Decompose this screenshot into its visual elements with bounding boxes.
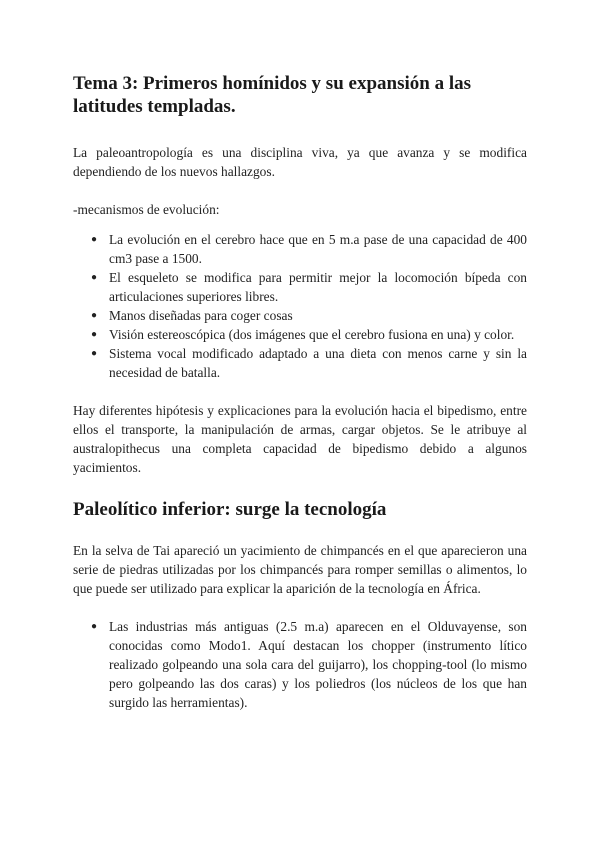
bullet-icon: ●	[91, 272, 98, 283]
list-item: ● Visión estereoscópica (dos imágenes que el cerebro fusiona en una) y color.	[91, 327, 515, 342]
list-item: ● El esqueleto se modifica para permitir mejor la locomoción bípeda con articulaciones superiores libres.	[91, 270, 527, 304]
bullet-icon: ●	[91, 621, 98, 632]
bipedism-paragraph: Hay diferentes hipótesis y explicaciones para la evolución hacia el bipedismo, entre ellos el transporte, la manipulación de armas, cargar objetos. Se le atribuye al australopithecus una completa capacidad de bipedismo debido a algunos yacimientos.	[73, 403, 527, 475]
list-item: ● Las industrias más antiguas (2.5 m.a) aparecen en el Olduvayense, son conocidas como Modo1. Aquí destacan los chopper (instrumento lítico realizado golpeando una sola cara del guijarro), los chopping-tool (lo mismo pero golpeando las dos caras) y los poliedros (los núcleos de los que han surgido las herramientas).	[91, 619, 527, 710]
mechanisms-list	[73, 230, 527, 382]
list-item: ● Sistema vocal modificado adaptado a una dieta con menos carne y sin la necesidad de batalla.	[91, 346, 527, 380]
bullet-icon: ●	[91, 234, 98, 245]
bullet-icon: ●	[91, 329, 98, 340]
mechanisms-label: -mecanismos de evolución:	[73, 202, 220, 217]
list-item: ● Manos diseñadas para coger cosas	[91, 308, 293, 323]
page-title: Tema 3: Primeros homínidos y su expansión a las latitudes templadas.	[73, 73, 471, 117]
intro-paragraph: La paleoantropología es una disciplina viva, ya que avanza y se modifica dependiendo de los nuevos hallazgos.	[73, 145, 527, 179]
section-title: Paleolítico inferior: surge la tecnología	[73, 499, 387, 520]
bullet-icon: ●	[91, 310, 98, 321]
bullet-icon: ●	[91, 348, 98, 359]
industries-list	[73, 617, 527, 712]
tai-paragraph: En la selva de Tai apareció un yacimiento de chimpancés en el que aparecieron una serie de piedras utilizadas por los chimpancés para romper semillas o alimentos, lo que puede ser utilizado para explicar la aparición de la tecnología en África.	[73, 543, 527, 596]
list-item: ● La evolución en el cerebro hace que en 5 m.a pase de una capacidad de 400 cm3 pase a 1500.	[91, 232, 527, 266]
document-content	[73, 72, 527, 712]
